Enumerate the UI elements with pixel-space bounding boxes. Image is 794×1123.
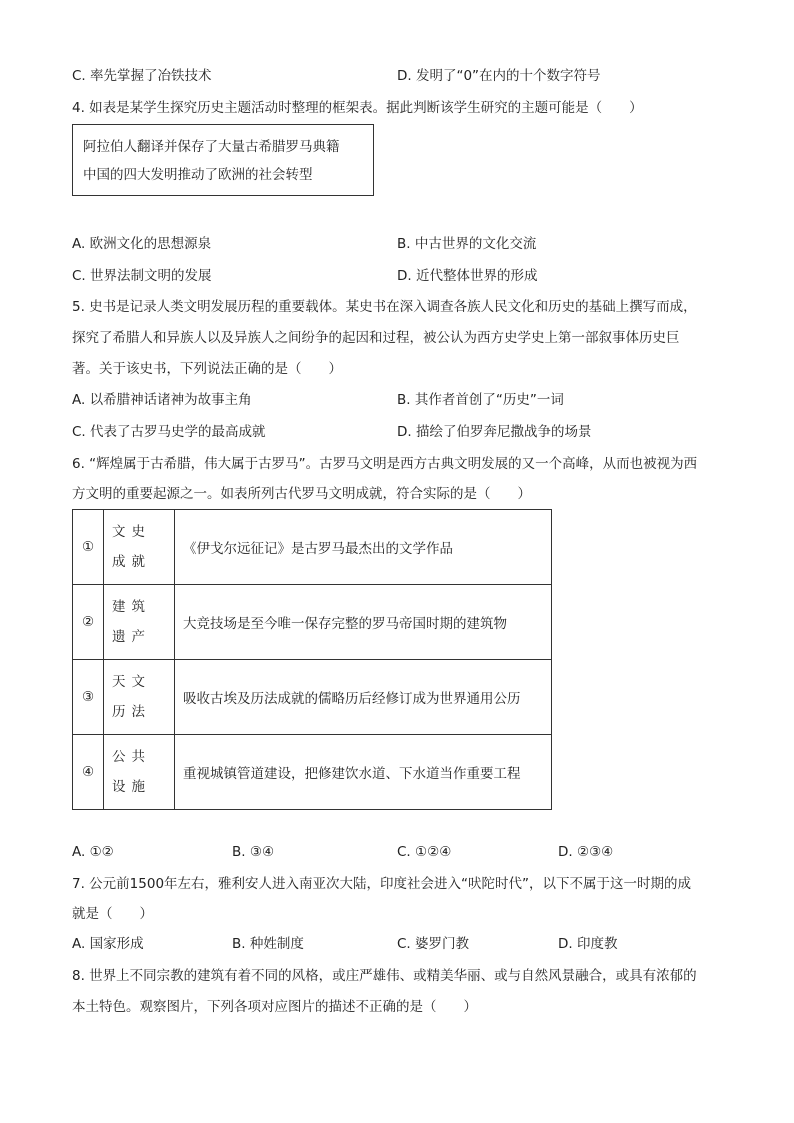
q4-option-a: A. 欧洲文化的思想源泉	[72, 236, 212, 252]
q4-option-b: B. 中古世界的文化交流	[397, 236, 537, 252]
row-category: 建筑遗产	[104, 585, 175, 660]
q5-option-a: A. 以希腊神话诸神为故事主角	[72, 392, 252, 408]
row-category: 天文历法	[104, 660, 175, 735]
framework-line: 阿拉伯人翻译并保存了大量古希腊罗马典籍	[83, 139, 340, 155]
question-5-line: 探究了希腊人和异族人以及异族人之间纷争的起因和过程，被公认为西方史学史上第一部叙事体历史巨	[72, 330, 680, 346]
question-7-line: 就是（ ）	[72, 906, 153, 922]
row-description: 吸收古埃及历法成就的儒略历后经修订成为世界通用公历	[175, 660, 552, 735]
row-description: 大竞技场是至今唯一保存完整的罗马帝国时期的建筑物	[175, 585, 552, 660]
q5-option-b: B. 其作者首创了“历史”一词	[397, 392, 564, 408]
q7-option-a: A. 国家形成	[72, 936, 144, 952]
question-4-stem: 4. 如表是某学生探究历史主题活动时整理的框架表。据此判断该学生研究的主题可能是（ ）	[72, 100, 643, 116]
question-6-line: 方文明的重要起源之一。如表所列古代罗马文明成就，符合实际的是（ ）	[72, 486, 531, 502]
table-row	[73, 585, 552, 660]
row-number: ④	[73, 735, 104, 810]
question-8-line: 8. 世界上不同宗教的建筑有着不同的风格，或庄严雄伟、或精美华丽、或与自然风景融合，或具有浓郁的	[72, 968, 697, 984]
row-category: 公共设施	[104, 735, 175, 810]
row-description: 重视城镇管道建设，把修建饮水道、下水道当作重要工程	[175, 735, 552, 810]
table-row	[73, 510, 552, 585]
framework-line: 中国的四大发明推动了欧洲的社会转型	[83, 167, 313, 183]
row-number: ②	[73, 585, 104, 660]
question-6-line: 6. “辉煌属于古希腊，伟大属于古罗马”。古罗马文明是西方古典文明发展的又一个高峰，从而也被视为西	[72, 456, 698, 472]
table-row	[73, 735, 552, 810]
row-description: 《伊戈尔远征记》是古罗马最杰出的文学作品	[175, 510, 552, 585]
achievements-table	[72, 509, 552, 810]
row-number: ①	[73, 510, 104, 585]
q6-option-c: C. ①②④	[397, 844, 452, 860]
framework-table	[72, 124, 374, 196]
question-8-line: 本土特色。观察图片，下列各项对应图片的描述不正确的是（ ）	[72, 999, 477, 1015]
question-7-line: 7. 公元前1500年左右，雅利安人进入南亚次大陆，印度社会进入“吠陀时代”，以下不属于这一时期的成	[72, 876, 692, 892]
q4-option-d: D. 近代整体世界的形成	[397, 268, 538, 284]
row-category: 文史成就	[104, 510, 175, 585]
table-row	[73, 660, 552, 735]
q4-option-c: C. 世界法制文明的发展	[72, 268, 212, 284]
q6-option-a: A. ①②	[72, 844, 114, 860]
option-c: C. 率先掌握了冶铁技术	[72, 68, 212, 84]
question-5-line: 著。关于该史书，下列说法正确的是（ ）	[72, 361, 342, 377]
q6-option-d: D. ②③④	[558, 844, 614, 860]
question-5-line: 5. 史书是记录人类文明发展历程的重要载体。某史书在深入调查各族人民文化和历史的基础上撰写而成，	[72, 299, 697, 315]
row-number: ③	[73, 660, 104, 735]
q5-option-c: C. 代表了古罗马史学的最高成就	[72, 424, 266, 440]
q7-option-d: D. 印度教	[558, 936, 618, 952]
q6-option-b: B. ③④	[232, 844, 275, 860]
q5-option-d: D. 描绘了伯罗奔尼撒战争的场景	[397, 424, 592, 440]
q7-option-c: C. 婆罗门教	[397, 936, 470, 952]
option-d: D. 发明了“0”在内的十个数字符号	[397, 68, 601, 84]
q7-option-b: B. 种姓制度	[232, 936, 304, 952]
